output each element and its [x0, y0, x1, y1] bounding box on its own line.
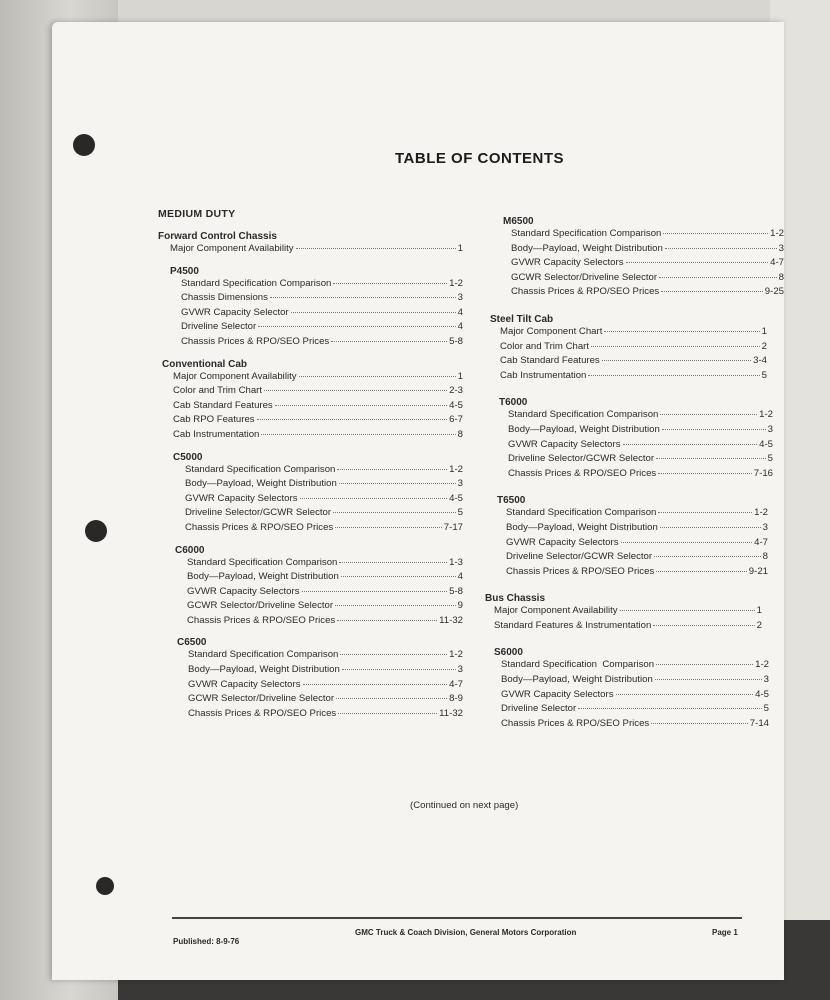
toc-entry[interactable] [501, 689, 769, 704]
leader-dots [337, 620, 437, 621]
entry-page: 2-3 [449, 385, 463, 397]
section-title: Steel Tilt Cab [490, 313, 554, 325]
entry-label: Body—Payload, Weight Distribution [511, 242, 663, 254]
entry-label: Body—Payload, Weight Distribution [185, 478, 337, 490]
entry-page: 4 [457, 571, 463, 583]
entry-label: Major Component Availability [170, 243, 294, 254]
toc-entry[interactable] [501, 659, 769, 674]
toc-entry[interactable] [187, 571, 463, 586]
footer-published: Published: 8-9-76 [173, 937, 240, 946]
entry-label: Driveline Selector [501, 703, 577, 715]
toc-entry[interactable] [181, 278, 463, 293]
leader-dots [651, 723, 748, 724]
leader-dots [337, 469, 447, 470]
toc-entry[interactable] [185, 507, 463, 522]
toc-entry[interactable] [188, 664, 463, 679]
section-title: C5000 [173, 451, 203, 463]
leader-dots [336, 698, 447, 699]
section-entries [158, 464, 463, 537]
entry-page: 1-2 [754, 507, 768, 519]
section-title: Conventional Cab [162, 358, 248, 370]
toc-entry[interactable] [173, 400, 463, 415]
toc-entry[interactable] [185, 464, 463, 479]
entry-label: Standard Features & Instrumentation [494, 619, 652, 631]
entry-label: Standard Specification Comparison [501, 659, 655, 671]
leader-dots [656, 458, 766, 459]
leader-dots [654, 556, 761, 557]
leader-dots [663, 233, 768, 234]
entry-label: GVWR Capacity Selectors [508, 438, 621, 450]
entry-label: Body—Payload, Weight Distribution [506, 521, 658, 533]
entry-label: Body—Payload, Weight Distribution [501, 674, 653, 686]
entry-label: Major Component Chart [500, 325, 603, 337]
toc-entry[interactable] [188, 679, 463, 694]
toc-entry[interactable] [501, 718, 769, 733]
punch-hole-top [73, 134, 95, 156]
entry-label: GVWR Capacity Selectors [511, 257, 624, 269]
leader-dots [626, 262, 769, 263]
toc-entry[interactable] [508, 424, 773, 439]
entry-page: 3 [762, 521, 768, 533]
entry-page: 7-14 [749, 717, 769, 729]
continued-note: (Continued on next page) [410, 800, 519, 811]
leader-dots [656, 664, 753, 665]
leader-dots [333, 512, 456, 513]
toc-entry[interactable] [506, 566, 768, 581]
leader-dots [620, 610, 755, 611]
leader-dots [339, 562, 447, 563]
entry-label: Chassis Prices & RPO/SEO Prices [181, 335, 330, 347]
entry-label: Standard Specification Comparison [187, 556, 338, 568]
entry-page: 1-2 [770, 228, 784, 239]
leader-dots [275, 405, 447, 406]
section-entries [490, 605, 762, 634]
entry-page: 4-5 [759, 438, 773, 450]
entry-page: 5 [761, 369, 767, 381]
toc-entry[interactable] [511, 243, 784, 258]
leader-dots [299, 376, 456, 377]
entry-page: 5-8 [449, 335, 463, 347]
entry-label: Cab Standard Features [173, 399, 273, 411]
toc-entry[interactable] [173, 385, 463, 400]
section-entries [158, 649, 463, 722]
entry-page: 5 [767, 453, 773, 465]
section-title: T6000 [499, 397, 528, 409]
toc-entry[interactable] [181, 307, 463, 322]
entry-page: 1-2 [449, 463, 463, 475]
leader-dots [340, 654, 447, 655]
section-entries [490, 659, 769, 732]
entry-page: 9-21 [748, 565, 768, 577]
section-title: T6500 [497, 495, 526, 507]
entry-page: 1-2 [449, 277, 463, 289]
leader-dots [621, 542, 753, 543]
entry-label: Chassis Prices & RPO/SEO Prices [511, 286, 660, 298]
leader-dots [302, 591, 448, 592]
section-entries [158, 371, 463, 444]
toc-entry[interactable] [494, 605, 762, 620]
leader-dots [659, 277, 777, 278]
leader-dots [665, 248, 777, 249]
entry-label: GVWR Capacity Selectors [185, 492, 298, 504]
entry-page: 4 [457, 321, 463, 333]
toc-entry[interactable] [500, 326, 767, 341]
leader-dots [338, 713, 437, 714]
toc-entry[interactable] [506, 551, 768, 566]
entry-label: Cab RPO Features [173, 414, 255, 426]
section-entries [490, 228, 784, 301]
section-entries [490, 507, 768, 580]
entry-page: 1 [761, 325, 767, 337]
toc-entry[interactable] [506, 507, 768, 522]
entry-label: Driveline Selector/GCWR Selector [185, 507, 332, 519]
leader-dots [660, 414, 757, 415]
footer-page-number: Page 1 [712, 928, 738, 937]
entry-page: 3 [763, 674, 769, 686]
entry-label: Standard Specification Comparison [511, 228, 662, 239]
toc-entry[interactable] [188, 693, 463, 708]
entry-page: 5 [457, 507, 463, 519]
entry-page: 4-7 [449, 678, 463, 690]
entry-page: 4-7 [754, 536, 768, 548]
toc-entry[interactable] [173, 429, 463, 444]
entry-label: Chassis Prices & RPO/SEO Prices [501, 717, 650, 729]
leader-dots [335, 527, 442, 528]
entry-label: Chassis Prices & RPO/SEO Prices [506, 565, 655, 577]
entry-page: 11-32 [439, 614, 463, 626]
leader-dots [661, 291, 763, 292]
entry-label: Body—Payload, Weight Distribution [187, 571, 339, 583]
toc-right-column [485, 216, 785, 732]
entry-page: 4 [457, 306, 463, 318]
entry-label: Standard Specification Comparison [506, 507, 657, 519]
entry-page: 1 [457, 370, 463, 382]
toc-entry[interactable] [181, 292, 463, 307]
leader-dots [335, 605, 456, 606]
leader-dots [658, 473, 752, 474]
leader-dots [264, 390, 447, 391]
toc-entry[interactable] [506, 522, 768, 537]
section-entries [490, 326, 767, 384]
entry-page: 9-25 [764, 286, 784, 298]
entry-page: 2 [761, 340, 767, 352]
section-entries [158, 278, 463, 351]
toc-entry[interactable] [181, 321, 463, 336]
entry-label: Color and Trim Chart [173, 385, 263, 397]
leader-dots [341, 576, 456, 577]
toc-entry[interactable] [187, 600, 463, 615]
toc-entry[interactable] [494, 620, 762, 635]
entry-page: 1-2 [755, 659, 769, 671]
leader-dots [588, 375, 759, 376]
section-title: C6000 [175, 544, 205, 556]
toc-entry[interactable] [508, 439, 773, 454]
footer-rule [172, 917, 742, 919]
toc-entry[interactable] [500, 341, 767, 356]
toc-entry[interactable] [185, 522, 463, 537]
entry-label: Cab Instrumentation [500, 369, 587, 381]
entry-label: GVWR Capacity Selectors [187, 585, 300, 597]
toc-entry[interactable] [181, 336, 463, 351]
section-title: M6500 [503, 216, 534, 227]
entry-page: 3-4 [753, 355, 767, 367]
entry-label: Major Component Availability [173, 370, 297, 382]
toc-entry[interactable] [500, 355, 767, 370]
footer-publisher: GMC Truck & Coach Division, General Motors Corporation [355, 928, 577, 937]
entry-page: 4-5 [755, 688, 769, 700]
leader-dots [339, 483, 456, 484]
section-title: C6500 [177, 637, 207, 649]
toc-entry[interactable] [185, 478, 463, 493]
section-title: Forward Control Chassis [158, 231, 277, 242]
toc-entry[interactable] [508, 409, 773, 424]
toc-entry[interactable] [511, 257, 784, 272]
entry-label: Chassis Prices & RPO/SEO Prices [185, 521, 334, 533]
toc-entry[interactable] [508, 453, 773, 468]
toc-entry[interactable] [501, 674, 769, 689]
leader-dots [303, 684, 448, 685]
entry-page: 7-17 [443, 521, 463, 533]
leader-dots [333, 283, 447, 284]
entry-page: 8 [778, 271, 784, 283]
leader-dots [270, 297, 456, 298]
entry-label: GCWR Selector/Driveline Selector [187, 600, 334, 612]
entry-label: GVWR Capacity Selectors [506, 536, 619, 548]
leader-dots [578, 708, 761, 709]
entry-page: 1-2 [759, 409, 773, 421]
leader-dots [300, 498, 448, 499]
entry-page: 9 [457, 600, 463, 612]
entry-page: 7-16 [753, 467, 773, 479]
leader-dots [656, 571, 747, 572]
toc-entry[interactable] [187, 557, 463, 572]
leader-dots [602, 360, 751, 361]
entry-label: GVWR Capacity Selectors [501, 688, 614, 700]
entry-page: 3 [457, 292, 463, 304]
leader-dots [604, 331, 759, 332]
toc-entry[interactable] [508, 468, 773, 483]
toc-entry[interactable] [187, 615, 463, 630]
leader-dots [655, 679, 762, 680]
section-title: P4500 [170, 265, 199, 277]
entry-label: Driveline Selector/GCWR Selector [506, 551, 653, 563]
section-entries [158, 243, 463, 258]
toc-entry[interactable] [511, 228, 784, 243]
entry-label: Chassis Prices & RPO/SEO Prices [508, 467, 657, 479]
entry-label: Body—Payload, Weight Distribution [188, 664, 340, 676]
section-title: Bus Chassis [485, 593, 546, 605]
heading-medium-duty: MEDIUM DUTY [158, 208, 236, 220]
toc-entry[interactable] [188, 649, 463, 664]
entry-page: 3 [778, 242, 784, 254]
entry-page: 3 [767, 423, 773, 435]
entry-label: Color and Trim Chart [500, 340, 590, 352]
entry-page: 3 [457, 478, 463, 490]
leader-dots [653, 625, 754, 626]
entry-page: 1 [457, 243, 463, 254]
toc-left-column [158, 208, 463, 722]
entry-label: Body—Payload, Weight Distribution [508, 423, 660, 435]
toc-entry[interactable] [511, 286, 784, 301]
entry-page: 4-5 [449, 492, 463, 504]
entry-label: Major Component Availability [494, 605, 618, 617]
section-entries [490, 409, 773, 482]
entry-page: 1-3 [449, 556, 463, 568]
leader-dots [342, 669, 456, 670]
toc-entry[interactable] [187, 586, 463, 601]
entry-label: Chassis Prices & RPO/SEO Prices [187, 614, 336, 626]
entry-page: 8 [457, 428, 463, 440]
entry-label: Cab Standard Features [500, 355, 600, 367]
toc-entry[interactable] [173, 414, 463, 429]
punch-hole-middle [85, 520, 107, 542]
entry-label: Driveline Selector/GCWR Selector [508, 453, 655, 465]
entry-page: 6-7 [449, 414, 463, 426]
toc-entry[interactable] [188, 708, 463, 723]
leader-dots [658, 512, 752, 513]
entry-label: Cab Instrumentation [173, 428, 260, 440]
leader-dots [258, 326, 455, 327]
toc-entry[interactable] [501, 703, 769, 718]
entry-page: 3 [457, 664, 463, 676]
toc-entry[interactable] [506, 537, 768, 552]
leader-dots [291, 312, 456, 313]
entry-label: Chassis Dimensions [181, 292, 268, 304]
entry-page: 8 [762, 551, 768, 563]
entry-page: 1-2 [449, 649, 463, 661]
entry-label: Chassis Prices & RPO/SEO Prices [188, 707, 337, 719]
leader-dots [257, 419, 448, 420]
entry-page: 8-9 [449, 693, 463, 705]
entry-label: GCWR Selector/Driveline Selector [511, 271, 658, 283]
leader-dots [331, 341, 447, 342]
page-title: TABLE OF CONTENTS [395, 150, 565, 167]
section-title: S6000 [494, 647, 523, 659]
leader-dots [660, 527, 761, 528]
toc-entry[interactable] [511, 272, 784, 287]
entry-label: Standard Specification Comparison [185, 463, 336, 475]
entry-page: 1 [756, 605, 762, 617]
entry-page: 5-8 [449, 585, 463, 597]
entry-label: GVWR Capacity Selector [181, 306, 289, 318]
leader-dots [591, 346, 760, 347]
entry-page: 4-7 [770, 257, 784, 269]
entry-label: Standard Specification Comparison [188, 649, 339, 661]
toc-entry[interactable] [500, 370, 767, 385]
section-entries [158, 557, 463, 630]
leader-dots [616, 694, 754, 695]
toc-entry[interactable] [173, 371, 463, 386]
entry-page: 11-32 [439, 707, 463, 719]
entry-label: Driveline Selector [181, 321, 257, 333]
entry-page: 5 [763, 703, 769, 715]
leader-dots [261, 434, 455, 435]
entry-label: Standard Specification Comparison [181, 277, 332, 289]
entry-label: GCWR Selector/Driveline Selector [188, 693, 335, 705]
leader-dots [662, 429, 766, 430]
toc-entry[interactable] [170, 243, 463, 258]
punch-hole-bottom [96, 877, 114, 895]
leader-dots [623, 444, 758, 445]
entry-page: 4-5 [449, 399, 463, 411]
entry-label: Standard Specification Comparison [508, 409, 659, 421]
entry-label: GVWR Capacity Selectors [188, 678, 301, 690]
entry-page: 2 [756, 619, 762, 631]
leader-dots [296, 248, 456, 249]
toc-entry[interactable] [185, 493, 463, 508]
